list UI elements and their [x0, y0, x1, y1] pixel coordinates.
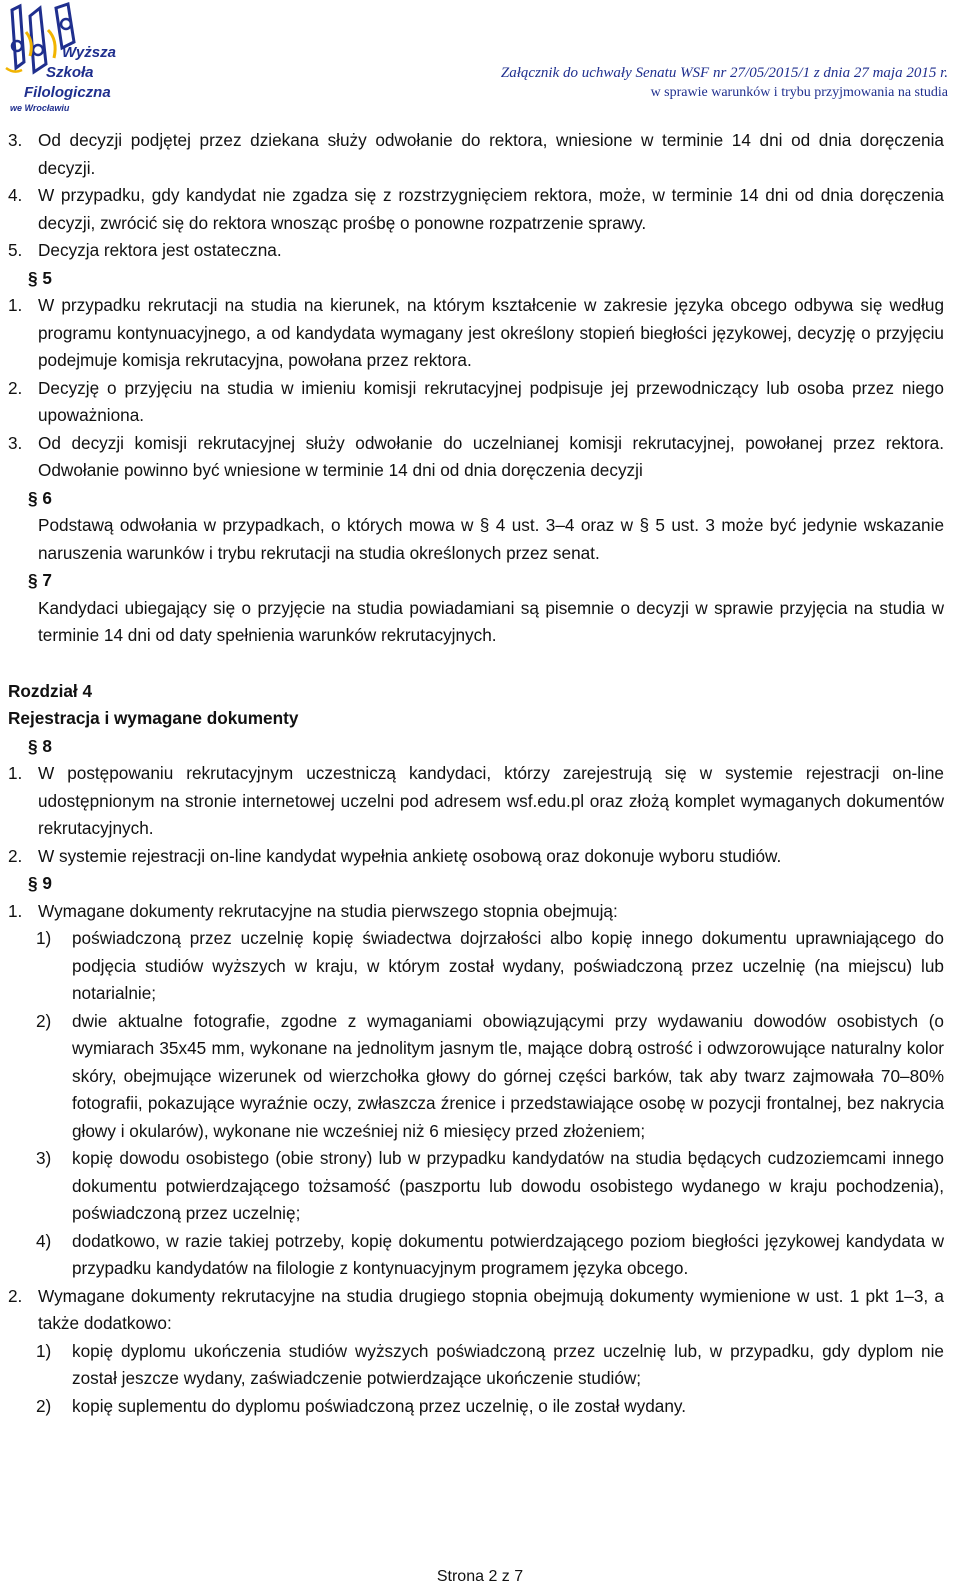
item-number: 1.	[8, 295, 23, 315]
sub-item-number: 3)	[36, 1148, 52, 1168]
item-number: 5.	[8, 240, 23, 260]
item-text: Wymagane dokumenty rekrutacyjne na studia drugiego stopnia obejmują dokumenty wymienione w ust. 1 pkt 1–3, a także dodatkowo:	[38, 1285, 944, 1333]
sub-list-item	[8, 1228, 944, 1283]
list-item	[8, 1283, 944, 1338]
item-number: 1.	[8, 900, 23, 921]
sub-item-number: 2)	[36, 1395, 52, 1416]
sub-item-number: 4)	[36, 1230, 52, 1251]
sub-item-text: kopię dyplomu ukończenia studiów wyższych poświadczoną przez uczelnię lub, w przypadku, gdy dyplom nie został jeszcze wydany, zaświadczenie potwierdzające ukończenie studiów;	[72, 1340, 944, 1388]
list-item	[8, 237, 944, 265]
sub-item-text: dodatkowo, w razie takiej potrzeby, kopię dokumentu potwierdzającego poziom biegłości językowej kandydata w przypadku kandydatów na filologie z kontynuacyjnym programem języka obcego.	[72, 1230, 944, 1278]
sub-item-text: dwie aktualne fotografie, zgodne z wymaganiami obowiązującymi przy wydawaniu dowodów osobistych (o wymiarach 35x45 mm, wykonane na jednolitym jasnym tle, mające dobrą ostrość i odwzorowujące naturalny kolor skóry, obejmujące wizerunek od wierzchołka głowy do górnej części barków, tak aby twarz zajmowała 70–80% fotografii, pokazujące wyraźnie oczy, zwłaszcza źrenice i przedstawiające osobę w pozycji frontalnej, bez nakrycia głowy i okularów), wykonane nie wcześniej niż 6 miesięcy przed złożeniem;	[72, 1010, 944, 1141]
section-heading-5: § 5	[28, 267, 52, 288]
item-number: 3.	[8, 432, 23, 453]
sub-item-number: 1)	[36, 1340, 52, 1361]
logo-text-line2: Szkoła	[46, 64, 94, 81]
sub-item-text: kopię suplementu do dyplomu poświadczoną przez uczelnię, o ile został wydany.	[72, 1395, 686, 1416]
item-text: W przypadku rekrutacji na studia na kierunek, na którym kształcenie w zakresie języka obcego odbywa się według programu kontynuacyjnego, a od kandydata wymagany jest określony stopień biegłości językowej, decyzję o przyjęciu podejmuje komisja rekrutacyjna, powołana przez rektora.	[38, 295, 944, 370]
chapter-number: Rozdział 4	[8, 680, 93, 701]
sub-item-number: 1)	[36, 928, 52, 948]
sub-list-item	[8, 1008, 944, 1146]
list-item	[8, 292, 944, 375]
item-text: Od decyzji komisji rekrutacyjnej służy odwołanie do uczelnianej komisji rekrutacyjnej, powołanej przez rektora. Odwołanie powinno być wniesione w terminie 14 dni od dnia doręczenia decyzji	[38, 432, 944, 480]
item-number: 2.	[8, 1285, 23, 1306]
list-item	[8, 430, 944, 485]
sub-list-item	[8, 925, 944, 1008]
chapter-title: Rejestracja i wymagane dokumenty	[8, 708, 299, 728]
paragraph: Podstawą odwołania w przypadkach, o których mowa w § 4 ust. 3–4 oraz w § 5 ust. 3 może być jedynie wskazanie naruszenia warunków i trybu rekrutacji na studia określonych przez senat.	[38, 515, 944, 563]
document-body	[8, 127, 944, 1420]
item-number: 1.	[8, 763, 23, 783]
annex-header	[501, 63, 948, 103]
item-text: Decyzję o przyjęciu na studia w imieniu komisji rekrutacyjnej podpisuje jej przewodniczący lub osoba przez niego upoważniona.	[38, 377, 944, 425]
list-item	[8, 898, 944, 926]
spacer	[8, 650, 944, 678]
sub-list-item	[8, 1338, 944, 1393]
logo-text-line1: Wyższa	[62, 44, 116, 61]
item-text: W przypadku, gdy kandydat nie zgadza się z rozstrzygnięciem rektora, może, w terminie 14 dni od dnia doręczenia decyzji, zwrócić się do rektora wnosząc prośbę o ponowne rozpatrzenie sprawy.	[38, 185, 944, 233]
item-number: 2.	[8, 845, 23, 866]
item-text: Decyzja rektora jest ostateczna.	[38, 240, 282, 260]
section-heading-6: § 6	[28, 487, 52, 508]
item-number: 3.	[8, 130, 23, 150]
paragraph: Kandydaci ubiegający się o przyjęcie na studia powiadamiani są pisemnie o decyzji w sprawie przyjęcia na studia w terminie 14 dni od daty spełnienia warunków rekrutacyjnych.	[38, 597, 944, 645]
item-text: W systemie rejestracji on-line kandydat wypełnia ankietę osobową oraz dokonuje wyboru studiów.	[38, 845, 782, 866]
list-item	[8, 127, 944, 182]
page-number: Strona 2 z 7	[436, 1568, 524, 1585]
annex-title: Załącznik do uchwały Senatu WSF nr 27/05/2015/1 z dnia 27 maja 2015 r.	[500, 65, 948, 81]
annex-subtitle: w sprawie warunków i trybu przyjmowania na studia	[650, 85, 948, 100]
item-text: W postępowaniu rekrutacyjnym uczestniczą kandydaci, którzy zarejestrują się w systemie rejestracji on-line udostępnionym na stronie internetowej uczelni pod adresem wsf.edu.pl oraz złożą komplet wymaganych dokumentów rekrutacyjnych.	[38, 763, 944, 838]
list-item	[8, 843, 944, 871]
section-heading-8: § 8	[28, 735, 52, 756]
sub-item-text: poświadczoną przez uczelnię kopię świadectwa dojrzałości albo kopię innego dokumentu uprawniającego do podjęcia studiów wyższych w kraju, w którym został wydany, poświadczoną przez uczelnię (na miejscu) lub notarialnie;	[72, 928, 944, 1003]
list-item	[8, 760, 944, 843]
list-item	[8, 375, 944, 430]
sub-list-item	[8, 1145, 944, 1228]
logo-text-line3: Filologiczna	[24, 84, 111, 101]
sub-item-text: kopię dowodu osobistego (obie strony) lub w przypadku kandydatów na studia będących cudzoziemcami innego dokumentu potwierdzającego tożsamość (paszportu lub dowodu osobistego wydanego w kraju pochodzenia), poświadczoną przez uczelnię;	[72, 1148, 944, 1223]
university-logo	[4, 2, 122, 113]
sub-item-number: 2)	[36, 1010, 52, 1031]
item-text: Od decyzji podjętej przez dziekana służy odwołanie do rektora, wniesione w terminie 14 dni od dnia doręczenia decyzji.	[38, 130, 944, 178]
item-number: 2.	[8, 377, 23, 398]
item-number: 4.	[8, 185, 23, 205]
item-text: Wymagane dokumenty rekrutacyjne na studia pierwszego stopnia obejmują:	[38, 900, 618, 921]
section-heading-7: § 7	[28, 570, 52, 590]
section-heading-9: § 9	[28, 873, 52, 893]
sub-list-item	[8, 1393, 944, 1421]
list-item	[8, 182, 944, 237]
logo-text-line4: we Wrocławiu	[10, 103, 70, 113]
